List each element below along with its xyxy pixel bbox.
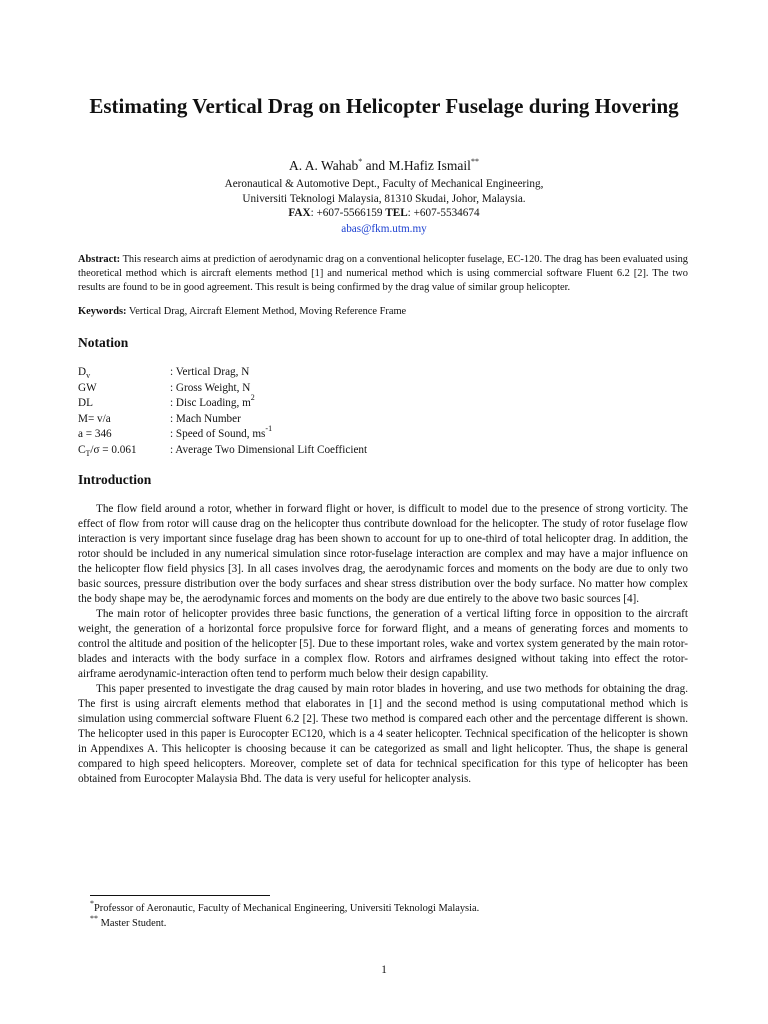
notation-definition: : Gross Weight, N	[170, 381, 251, 394]
contact-line	[60, 206, 708, 221]
abstract-label: Abstract:	[78, 254, 121, 265]
introduction-body	[78, 502, 688, 787]
notation-definition: : Disc Loading, $m^2$	[170, 393, 255, 409]
author-footnote-mark: **	[470, 156, 479, 166]
body-paragraph: This paper presented to investigate the drag caused by main rotor blades in hovering, and use two methods for obtaining the drag. The first is using aircraft elements method that elaborates in [1] and the second method is using computational method which is simulation using commercial software Fluent 6.2 [2]. These two method is compared each other and the percentage different is shown. The helicopter used in this paper is Eurocopter EC120, which is a 4 seater helicopter. Technical specification of the helicopter is shown in Appendixes A. This helicopter is choosing because it can be categorized as small and light helicopter. Thus, the shape is general compared to high speed helicopters. Moreover, complete set of data for technical specification for this type of helicopter has been obtained from Eurocopter Malaysia Bhd. The data is very useful for helicopter analysis.	[78, 683, 688, 785]
body-paragraph: The flow field around a rotor, whether in forward flight or hover, is difficult to model due to the presence of strong vorticity. The effect of flow from rotor will cause drag on the helicopter thus contribute download for the helicopter. The study of rotor fuselage flow interaction is very important since fuselage drag has been shown to account for up to one-third of total helicopter drag. In addition, the rotor should be included in any numerical simulation since rotor-fuselage interaction are complex and may have a major influence on the helicopter flow field physics [3]. In all cases involves drag, the aerodynamic forces and moments on the body are due to only two basic sources, pressure distribution over the body surfaces and shear stress distribution over the body surface. No matter how complex the body shape may be, the aerodynamic forces and moments on the body are due entirely to the above two basic sources [4].	[78, 503, 688, 605]
notation-heading: Notation	[78, 335, 129, 350]
notation-row	[78, 393, 698, 412]
notation-row	[78, 424, 698, 443]
abstract	[78, 253, 688, 295]
footnote-text: Professor of Aeronautic, Faculty of Mechanical Engineering, Universiti Teknologi Malaysia.	[94, 903, 480, 914]
body-paragraph: The main rotor of helicopter provides three basic functions, the generation of a vertical lifting force in opposition to the aircraft weight, the generation of a horizontal force propulsive force for forward flight, and a means of generating forces and moments to control the altitude and position of the helicopter [5]. Due to these important roles, wake and vortex system generated by the main rotor-blades and interacts with the body surface in a complex flow. Rotors and airframes designed without taking into effect the rotor-airframe aerodynamic-interaction often tend to perform much below their design capability.	[78, 608, 688, 680]
notation-symbol: $C_T/\sigma = 0.061$	[78, 443, 137, 458]
keywords-text: Vertical Drag, Aircraft Element Method, Moving Reference Frame	[126, 306, 407, 317]
footnote	[90, 913, 167, 930]
author-name: M.Hafiz Ismail	[388, 158, 471, 173]
notation-list	[78, 365, 698, 458]
page-number: 1	[381, 964, 387, 976]
affiliation-line: Aeronautical & Automotive Dept., Faculty of Mechanical Engineering,	[224, 178, 544, 190]
notation-definition: : Speed of Sound, $ms^{-1}$	[170, 424, 273, 440]
footnote	[90, 898, 480, 915]
footnote-text: Master Student.	[100, 918, 167, 929]
tel-number: : +607-5534674	[407, 207, 480, 219]
tel-label: TEL	[385, 207, 408, 219]
email-link[interactable]: abas@fkm.utm.my	[341, 223, 427, 235]
notation-symbol: DL	[78, 397, 93, 409]
footnote-divider	[90, 895, 270, 896]
notation-symbol: GW	[78, 381, 97, 394]
notation-symbol: $D_v$	[78, 366, 91, 381]
author-name: A. A. Wahab	[289, 158, 359, 173]
notation-row	[78, 443, 698, 459]
author-footnote-mark: *	[358, 156, 363, 166]
fax-label: FAX	[288, 207, 311, 219]
notation-definition: : Average Two Dimensional Lift Coefficient	[170, 443, 368, 456]
author-conjunction: and	[362, 158, 389, 173]
notation-definition: : Vertical Drag, N	[170, 366, 250, 378]
notation-symbol: a = 346	[78, 428, 112, 440]
footnote-mark: **	[90, 913, 98, 923]
affiliation-block	[60, 177, 708, 221]
keywords	[78, 305, 688, 319]
introduction-heading: Introduction	[78, 472, 152, 487]
notation-symbol: M= v/a	[78, 412, 111, 425]
notation-row	[78, 365, 698, 381]
fax-number: : +607-5566159	[310, 207, 386, 219]
notation-row	[78, 381, 698, 397]
footnote-mark: *	[90, 898, 94, 908]
affiliation-line: Universiti Teknologi Malaysia, 81310 Skudai, Johor, Malaysia.	[242, 192, 526, 205]
notation-row	[78, 412, 698, 428]
abstract-text: This research aims at prediction of aerodynamic drag on a conventional helicopter fuselage, EC-120. The drag has been evaluated using theoretical method which is aircraft elements method [1] and numerical method which is using commercial software Fluent 6.2 [2]. The two results are found to be in good agreement. This result is being confirmed by the drag value of similar group helicopter.	[78, 254, 688, 293]
keywords-label: Keywords:	[78, 306, 127, 317]
paper-title: Estimating Vertical Drag on Helicopter Fuselage during Hovering	[89, 94, 679, 118]
author-line	[60, 158, 708, 174]
notation-definition: : Mach Number	[170, 412, 241, 425]
